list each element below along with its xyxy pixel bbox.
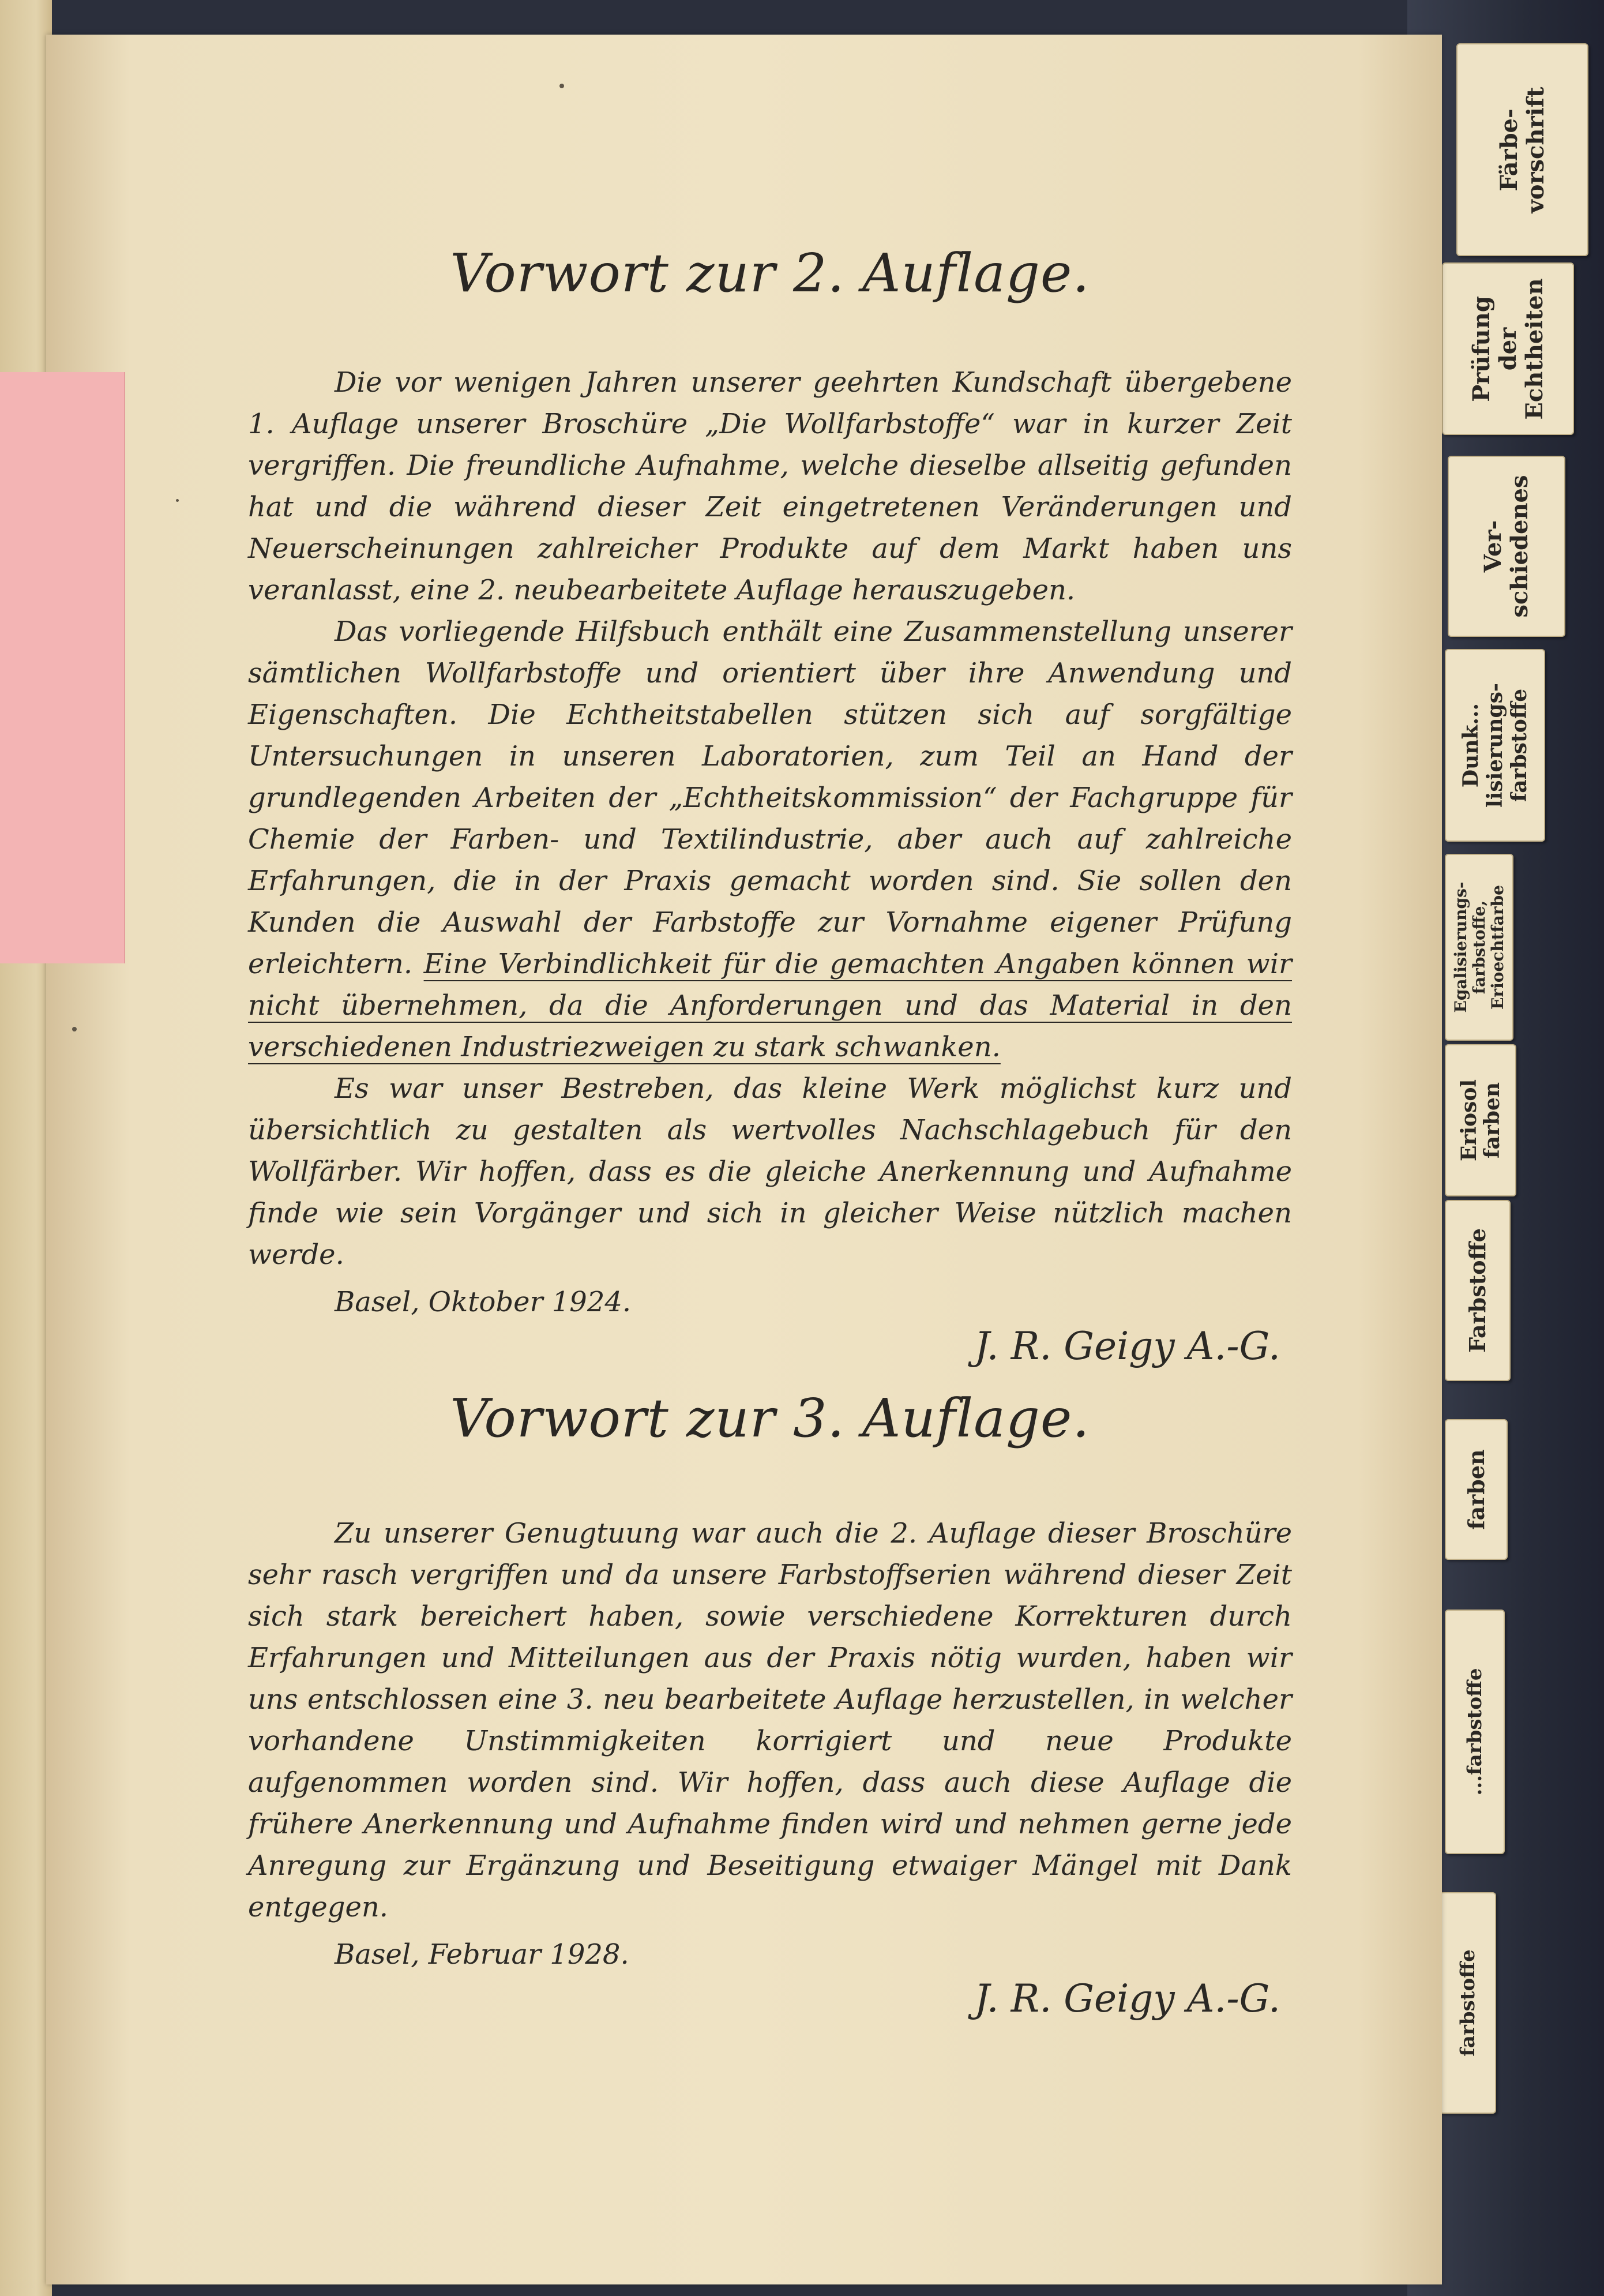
index-tab[interactable] — [1445, 1610, 1505, 1854]
place-and-date: Basel, Februar 1928. — [335, 1938, 629, 1971]
pink-bookmark-flag[interactable] — [0, 372, 125, 963]
index-tab[interactable] — [1448, 456, 1565, 637]
signature: J. R. Geigy A.-G. — [974, 1324, 1280, 1368]
index-tab[interactable] — [1439, 1892, 1496, 2114]
tab-label: Egalisierungs- farbstoffe, Erioechtfarbe — [1451, 881, 1507, 1013]
tab-label: Dunk... lisierungs- farbstoffe — [1459, 683, 1531, 808]
index-tab[interactable] — [1445, 854, 1513, 1041]
facing-page-edge — [0, 0, 52, 2296]
preface-third-edition — [248, 1387, 1292, 2021]
index-tab[interactable] — [1445, 1044, 1516, 1196]
tab-label: Eriosol farben — [1457, 1079, 1504, 1162]
index-tab[interactable] — [1445, 649, 1545, 842]
body-paragraph: Das vorliegende Hilfsbuch enthält eine Zusammenstellung unserer sämtlichen Wollfarbstoffe und orientiert über ihre Anwendung und Eigenschaften. Die Echtheitstabellen stützen sich auf sorgfältige Untersuchungen in unseren Laboratorien, zum Teil an Hand der grundlegenden Arbeiten der „Echtheitskommission“ der Fachgruppe für Chemie der Farben- und Textilindustrie, aber auch auf zahlreiche Erfahrungen, die in der Praxis gemacht worden sind. Sie sollen den Kunden die Auswahl der Farbstoffe zur Vornahme eigener Prüfung erleichtern. Eine Verbindlichkeit für die gemachten Angaben können wir nicht übernehmen, da die Anforderungen und das Material in den verschiedenen Industriezweigen zu stark schwanken. — [248, 616, 1292, 1063]
tab-label: Prüfung der Echtheiten — [1467, 277, 1548, 420]
tab-label: Färbe- vorschrift — [1495, 87, 1549, 213]
underlined-disclaimer: Eine Verbindlichkeit für die gemachten Angaben können wir nicht übernehmen, da die Anforderungen und das Material in den verschiedenen Industriezweigen zu stark schwanken. — [248, 948, 1292, 1063]
tab-label: Ver- schiedenes — [1479, 475, 1533, 618]
place-and-date: Basel, Oktober 1924. — [335, 1286, 632, 1318]
preface-second-edition — [248, 242, 1292, 1368]
tab-label: farben — [1463, 1449, 1489, 1530]
tab-label: farbstoffe — [1456, 1949, 1479, 2057]
tab-label: ...farbstoffe — [1463, 1668, 1486, 1796]
tab-label: Farbstoffe — [1464, 1228, 1490, 1353]
body-paragraph: Zu unserer Genugtuung war auch die 2. Auflage dieser Broschüre sehr rasch vergriffen und da unsere Farbstoffserien während dieser Zeit sich stark bereichert haben, sowie verschiedene Korrekturen durch Erfahrungen und Mitteilungen aus der Praxis nötig wurden, haben wir uns entschlossen eine 3. neu bearbeitete Auflage herzustellen, in welcher vorhandene Unstimmigkeiten korrigiert und neue Produkte aufgenommen worden sind. Wir hoffen, dass auch diese Auflage die frühere Anerkennung und Aufnahme finden wird und nehmen gerne jede Anregung zur Ergänzung und Beseitigung etwaiger Mängel mit Dank entgegen. — [248, 1517, 1292, 1923]
index-tab[interactable] — [1445, 1200, 1511, 1381]
body-paragraph: Die vor wenigen Jahren unserer geehrten Kundschaft übergebene 1. Auflage unserer Broschüre „Die Wollfarbstoffe“ war in kurzer Zeit vergriffen. Die freundliche Aufnahme, welche dieselbe allseitig gefunden hat und die während dieser Zeit eingetretenen Veränderungen und Neuerscheinungen zahlreicher Produkte auf dem Markt haben uns veranlasst, eine 2. neubearbeitete Auflage herauszugeben. — [248, 366, 1292, 606]
index-tab[interactable] — [1442, 262, 1574, 435]
index-tab[interactable] — [1445, 1419, 1508, 1560]
body-paragraph: Es war unser Bestreben, das kleine Werk möglichst kurz und übersichtlich zu gestalten als wertvolles Nachschlagebuch für den Wollfärber. Wir hoffen, dass es die gleiche Anerkennung und Aufnahme finde wie sein Vorgänger und sich in gleicher Weise nützlich machen werde. — [248, 1072, 1292, 1271]
paper-speck — [559, 84, 564, 88]
section-heading: Vorwort zur 3. Auflage. — [450, 1387, 1090, 1449]
index-tab[interactable] — [1456, 43, 1588, 256]
paper-speck — [176, 499, 179, 502]
signature: J. R. Geigy A.-G. — [974, 1976, 1280, 2021]
paper-speck — [72, 1027, 77, 1031]
section-heading: Vorwort zur 2. Auflage. — [450, 242, 1090, 304]
